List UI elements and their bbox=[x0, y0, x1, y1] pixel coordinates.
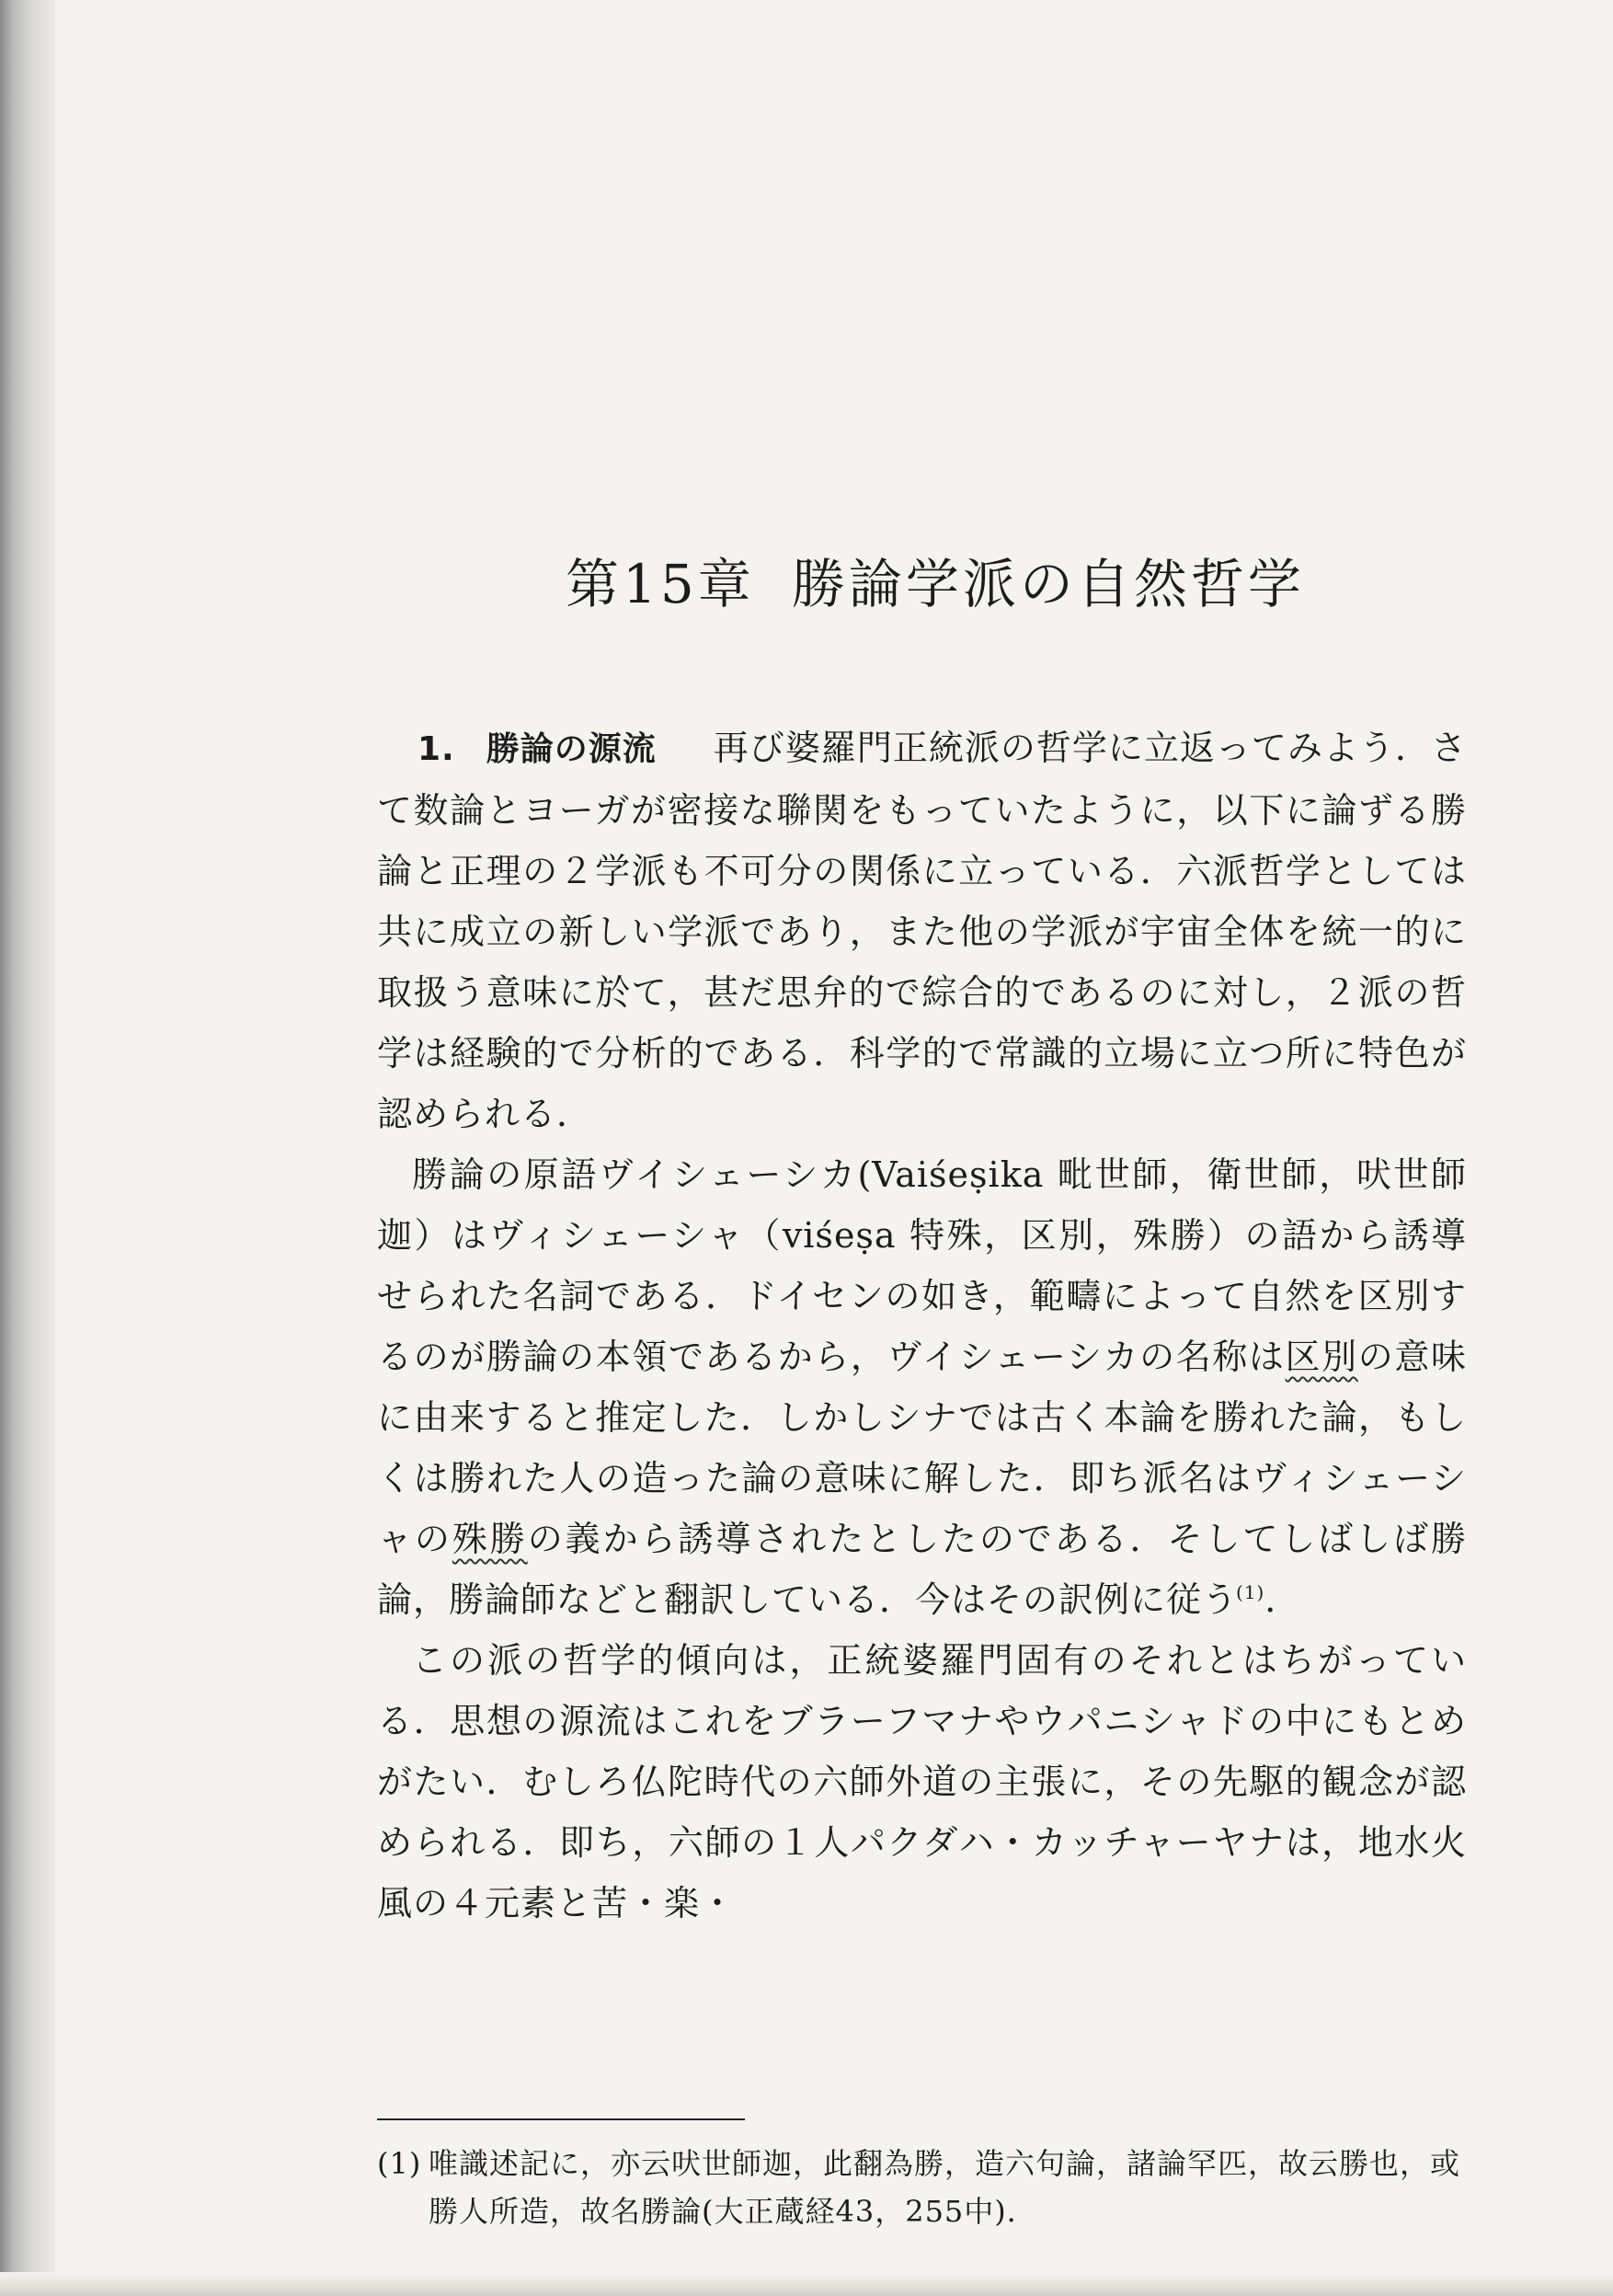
footnote-line-1 bbox=[377, 2140, 1467, 2187]
footnote-mark: (1) bbox=[377, 2146, 422, 2181]
chapter-title-text: 勝論学派の自然哲学 bbox=[791, 553, 1305, 615]
footnote-reference: (1) bbox=[1236, 1581, 1265, 1604]
paragraph-3 bbox=[377, 1630, 1467, 1934]
footnote bbox=[377, 2140, 1467, 2235]
footnote-line-2: 勝人所造，故名勝論(大正蔵経43，255中)． bbox=[429, 2194, 1037, 2229]
paragraph-1-text: 再び婆羅門正統派の哲学に立返ってみよう．さて数論とヨーガが密接な聯関をもっていたように，以下に論ずる勝論と正理の２学派も不可分の関係に立っている．六派哲学としては共に成立の新しい学派であり，また他の学派が宇宙全体を統一的に取扱う意味に於て，甚だ思弁的で綜合的であるのに対し，２派の哲学は経験的で分析的である．科学的で常識的立場に立つ所に特色が認められる． bbox=[377, 728, 1467, 1134]
chapter-title bbox=[566, 547, 1305, 621]
paragraph-2-text-a: 勝論の原語ヴイシェーシカ(Vaiśeṣika 毗世師，衛世師，吠世師迦）はヴィシェーシャ（viśeṣa 特殊，区別，殊勝）の語から誘導せられた名詞である．ドイセンの如き，範疇によって自然を区別するのが勝論の本領であるから，ヴイシェーシカの名称は bbox=[377, 1154, 1467, 1377]
footnote-text-1: 唯識述記に，亦云吠世師迦，此翻為勝，造六句論，諸論罕匹，故云勝也，或 bbox=[429, 2146, 1461, 2181]
body-text bbox=[377, 718, 1467, 1934]
footnote-divider bbox=[377, 2118, 745, 2120]
paragraph-2-end: ． bbox=[1264, 1579, 1301, 1620]
page-binding-shadow bbox=[0, 0, 55, 2296]
paragraph-3-text: この派の哲学的傾向は，正統婆羅門固有のそれとはちがっている．思想の源流はこれをブラーフマナやウパニシャドの中にもとめがたい．むしろ仏陀時代の六師外道の主張に，その先駆的観念が認められる．即ち，六師の１人パクダハ・カッチャーヤナは，地水火風の４元素と苦・楽・ bbox=[377, 1640, 1467, 1923]
paragraph-1 bbox=[377, 718, 1467, 1144]
section-heading-text: 勝論の源流 bbox=[486, 730, 657, 768]
book-page bbox=[377, 0, 1467, 2296]
paragraph-2-text-b: の意味に由来すると推定した．しかしシナでは古く本論を勝れた論，もしくは勝れた人の造った論の意味に解した．即ち派名はヴィシェーシャの bbox=[377, 1337, 1467, 1559]
section-heading bbox=[412, 730, 657, 768]
section-number: 1. bbox=[418, 730, 455, 768]
underlined-term-kubetsu: 区別 bbox=[1285, 1337, 1358, 1377]
underlined-term-shusho: 殊勝 bbox=[452, 1519, 528, 1559]
paragraph-2 bbox=[377, 1144, 1467, 1630]
chapter-number: 第15章 bbox=[566, 553, 755, 615]
paragraph-2-text-c: の義から誘導されたとしたのである．そしてしばしば勝論，勝論師などと翻訳している．今はその訳例に従う bbox=[377, 1519, 1467, 1620]
